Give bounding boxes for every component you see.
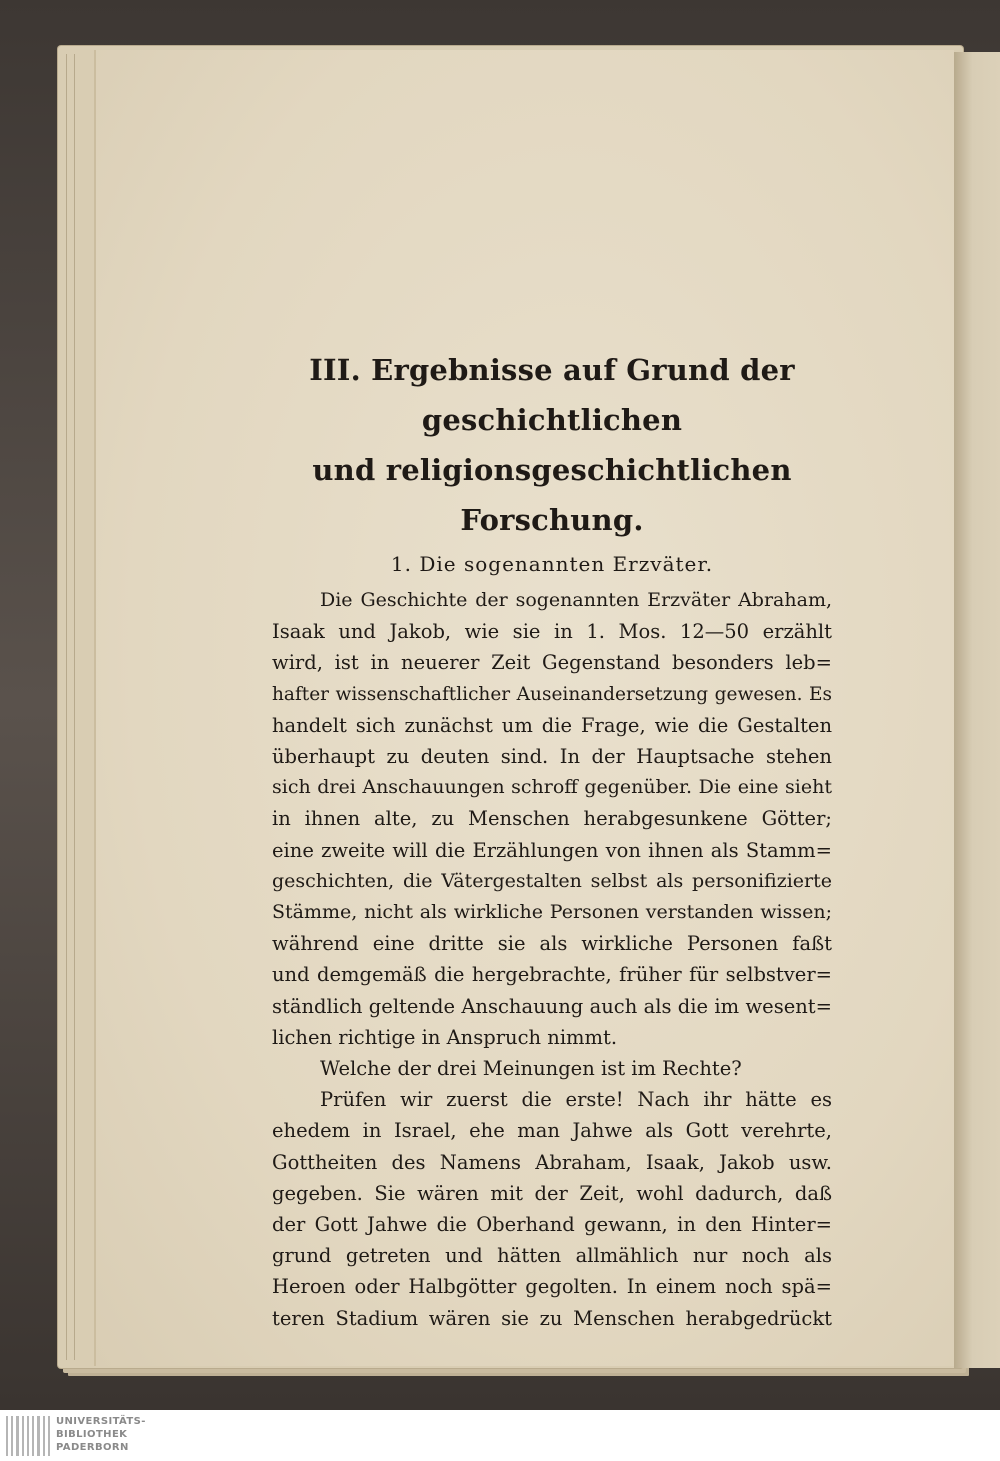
library-footer [0,1410,1000,1461]
chapter-heading [272,345,832,545]
text-line: Heroen oder Halbgötter gegolten. In einem noch spä= [272,1275,832,1299]
text-line: und demgemäß die hergebrachte, früher für selbstver= [272,963,832,987]
facing-page-edge [954,52,1000,1368]
text-line: handelt sich zunächst um die Frage, wie die Gestalten [272,713,832,737]
body-text [272,585,832,1334]
text-line: hafter wissenschaftlicher Auseinandersetzung gewesen. Es [272,683,832,705]
text-line: gegeben. Sie wären mit der Zeit, wohl dadurch, daß [272,1181,832,1205]
text-line: ständlich geltende Anschauung auch als die im wesent= [272,994,832,1018]
text-line: in ihnen alte, zu Menschen herabgesunkene Götter; [272,807,832,831]
text-line: teren Stadium wären sie zu Menschen herabgedrückt [272,1306,832,1330]
text-line: Isaak und Jakob, wie sie in 1. Mos. 12—50 erzählt [272,620,832,644]
text-line: Prüfen wir zuerst die erste! Nach ihr hätte es [320,1088,832,1112]
text-line: Stämme, nicht als wirkliche Personen verstanden wissen; [272,901,832,924]
library-name-line: BIBLIOTHEK [56,1429,128,1440]
section-title: 1. Die sogenannten Erzväter. [390,552,714,576]
text-line: sich drei Anschauungen schroff gegenüber. Die eine sieht [272,776,832,799]
text-line: ehedem in Israel, ehe man Jahwe als Gott verehrte, [272,1119,832,1143]
text-line: überhaupt zu deuten sind. In der Hauptsache stehen [272,745,832,769]
text-line: wird, ist in neuerer Zeit Gegenstand besonders leb= [272,651,832,675]
text-line: der Gott Jahwe die Oberhand gewann, in den Hinter= [272,1213,832,1237]
text-line: während eine dritte sie als wirkliche Personen faßt [272,932,832,956]
text-line: Gottheiten des Namens Abraham, Isaak, Jakob usw. [272,1150,832,1174]
text-line: Welche der drei Meinungen ist im Rechte? [320,1057,742,1081]
page-content [272,345,832,1334]
text-line: grund getreten und hätten allmählich nur noch als [272,1244,832,1268]
library-name [56,1415,146,1454]
library-logo-icon [6,1416,50,1456]
text-line: eine zweite will die Erzählungen von ihnen als Stamm= [272,838,832,862]
text-line: lichen richtige in Anspruch nimmt. [272,1025,618,1049]
text-line: geschichten, die Vätergestalten selbst als personifizierte [272,869,832,892]
library-name-line: PADERBORN [56,1442,129,1453]
library-name-line: UNIVERSITÄTS- [56,1416,146,1427]
chapter-heading-line-1: III. Ergebnisse auf Grund der geschichtlichen [309,353,795,437]
chapter-heading-line-2: und religionsgeschichtlichen Forschung. [312,453,792,537]
text-line: Die Geschichte der sogenannten Erzväter Abraham, [320,589,832,611]
